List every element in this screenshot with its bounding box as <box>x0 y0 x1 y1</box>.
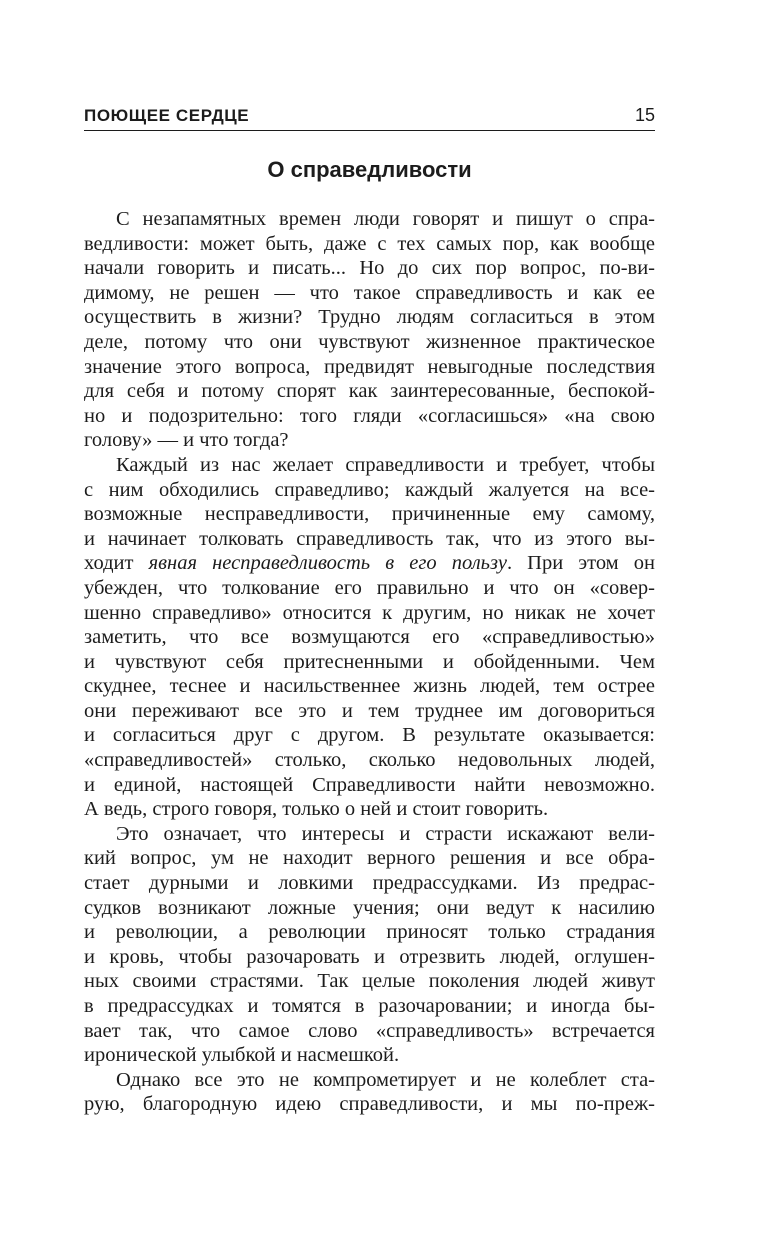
text-line: и революции, а революции приносят только страдания <box>84 921 655 944</box>
text-line: С незапамятных времен люди говорят и пишут о спра- <box>116 208 655 230</box>
text-line: убежден, что толкование его правильно и что он «совер- <box>84 576 655 599</box>
chapter-title: О справедливости <box>267 157 472 182</box>
text-line: и согласиться друг с другом. В результате оказывается: <box>84 724 655 747</box>
emphasized-text: явная несправедливость в его пользу <box>148 552 507 575</box>
text-line: рую, благородную идею справедливости, и мы по-преж- <box>84 1093 655 1116</box>
text-line: Это означает, что интересы и страсти искажают вели- <box>116 822 655 845</box>
text-line: судков возникают ложные учения; они ведут к насилию <box>84 896 655 919</box>
page-number: 15 <box>634 105 655 125</box>
text-line: димому, не решен — что такое справедливость и как ее <box>84 281 655 304</box>
text-line: Однако все это не компрометирует и не колеблет ста- <box>116 1068 655 1091</box>
text-fragment: . При этом он <box>506 552 655 575</box>
text-line: вает так, что самое слово «справедливость» встречается <box>84 1019 655 1042</box>
text-line: ных своими страстями. Так целые поколения людей живут <box>84 970 655 993</box>
text-line: «справедливостей» столько, сколько недовольных людей, <box>84 749 655 772</box>
text-line: они переживают все это и тем труднее им договориться <box>84 699 655 722</box>
text-line: шенно справедливо» относится к другим, но никак не хочет <box>84 601 655 624</box>
text-line: и кровь, чтобы разочаровать и отрезвить людей, оглушен- <box>84 945 655 968</box>
text-line: и чувствуют себя притесненными и обойденными. Чем <box>84 650 655 673</box>
text-line: Каждый из нас желает справедливости и требует, чтобы <box>116 453 655 476</box>
text-line: осуществить в жизни? Трудно людям согласиться в этом <box>84 306 655 329</box>
text-line: и начинает толковать справедливость так, что из этого вы- <box>84 527 655 550</box>
paragraph-1 <box>84 207 655 453</box>
text-line: в предрассудках и томятся в разочаровании; и иногда бы- <box>84 995 655 1017</box>
body-text <box>84 207 655 1117</box>
text-line-with-emphasis <box>84 551 655 576</box>
text-line: заметить, что все возмущаются его «справедливостью» <box>84 626 655 649</box>
text-line: кий вопрос, ум не находит верного решения и все обра- <box>84 847 655 870</box>
running-header <box>84 104 655 131</box>
text-line: иронической улыбкой и насмешкой. <box>84 1044 400 1067</box>
text-line: возможные несправедливости, причиненные ему самому, <box>84 503 655 526</box>
text-line: начали говорить и писать... Но до сих пор вопрос, по-ви- <box>84 257 655 280</box>
running-title: ПОЮЩЕЕ СЕРДЦЕ <box>84 106 250 125</box>
text-line: значение этого вопроса, предвидят невыгодные последствия <box>84 355 655 378</box>
paragraph-2 <box>84 453 655 822</box>
text-line: стает дурными и ловкими предрассудками. Из предрас- <box>84 872 655 895</box>
text-line: А ведь, строго говоря, только о ней и стоит говорить. <box>84 798 549 821</box>
paragraph-3 <box>84 822 655 1068</box>
text-line: деле, потому что они чувствуют жизненное практическое <box>84 330 655 353</box>
text-line: и единой, настоящей Справедливости найти невозможно. <box>84 773 655 796</box>
text-line: голову» — и что тогда? <box>84 429 289 452</box>
text-line: скуднее, теснее и насильственнее жизнь людей, тем острее <box>84 675 655 698</box>
paragraph-4 <box>84 1068 655 1117</box>
text-line: ведливости: может быть, даже с тех самых пор, как вообще <box>84 232 655 255</box>
text-line: для себя и потому спорят как заинтересованные, беспокой- <box>84 380 655 403</box>
text-line: но и подозрительно: того гляди «согласишься» «на свою <box>84 404 655 427</box>
text-fragment: ходит <box>84 552 149 575</box>
text-line: с ним обходились справедливо; каждый жалуется на все- <box>84 478 655 501</box>
